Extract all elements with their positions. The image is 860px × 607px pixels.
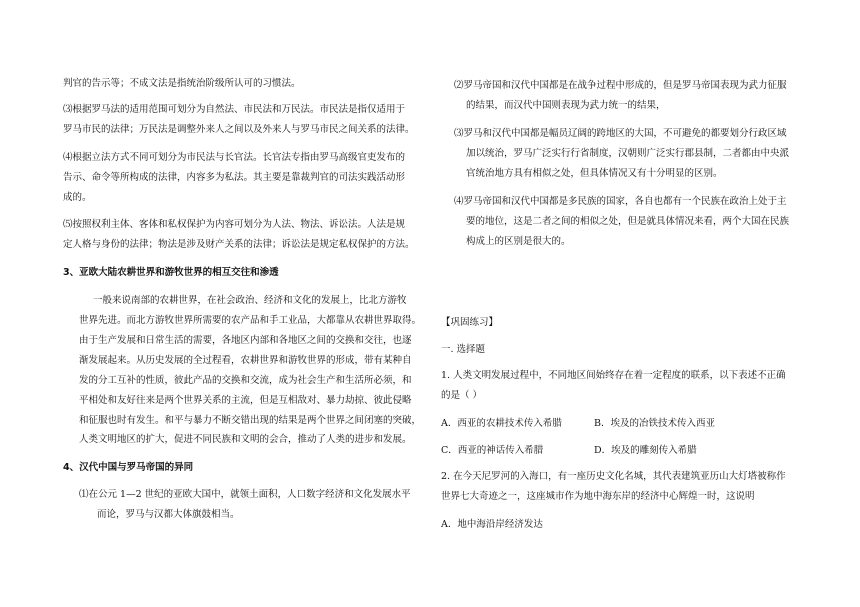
section-heading-4: 4、汉代中国与罗马帝国的异同 xyxy=(63,462,194,473)
para3-line-6: 平相处和友好往来是两个世界关系的主流，但是互相敌对、暴力劫掠、彼此侵略 xyxy=(79,395,412,406)
question-2-line-2: 世界七大奇迹之一，这座城市作为地中海东岸的经济中心辉煌一时，这说明 xyxy=(441,491,755,502)
question-1-option-d: D．埃及的雕刻传入希腊 xyxy=(594,445,697,456)
intro-line: 判官的告示等；不成文法是指统治阶级所认可的习惯法。 xyxy=(63,78,301,89)
question-2-option-a: A．地中海沿岸经济发达 xyxy=(441,519,543,530)
compare-item-4-line-2: 要的地位，这是二者之间的相似之处，但是就具体情况来看，两个大国在民族 xyxy=(466,216,790,227)
compare-item-4-line-3: 构成上的区别是很大的。 xyxy=(466,236,571,247)
para3-line-8: 人类文明地区的扩大，促进不同民族和文明的会合，推动了人类的进步和发展。 xyxy=(79,434,412,445)
question-1-option-a: A．西亚的农耕技术传入希腊 xyxy=(441,418,562,429)
compare-item-4-line-1: ⑷罗马帝国和汉代中国都是多民族的国家，各自也都有一个民族在政治上处于主 xyxy=(454,196,787,207)
para3-line-2: 世界先进。而北方游牧世界所需要的农产品和手工业品，大都靠从农耕世界取得。 xyxy=(79,315,422,326)
compare-item-3-line-1: ⑶罗马和汉代中国都是幅员辽阔的跨地区的大国，不可避免的都要划分行政区域 xyxy=(454,128,787,139)
practice-title: 【巩固练习】 xyxy=(441,317,499,328)
question-1-line-1: 1. 人类文明发展过程中，不同地区间始终存在着一定程度的联系，以下表述不正确 xyxy=(441,370,786,381)
compare-item-3-line-3: 官统治地方具有相似之处，但具体情况又有十分明显的区别。 xyxy=(466,168,723,179)
law-item-4-line-2: 告示、命令等所构成的法律，内容多为私法。其主要是靠裁判官的司法实践活动形 xyxy=(63,172,406,183)
compare-item-1-line-1: ⑴在公元 1—2 世纪的亚欧大国中，就领土面积，人口数字经济和文化发展水平 xyxy=(79,489,411,500)
question-1-line-2: 的是（ ） xyxy=(441,390,483,401)
para3-line-4: 渐发展起来。从历史发展的全过程看，农耕世界和游牧世界的形成，带有某种自 xyxy=(79,355,412,366)
question-1-option-b: B．埃及的冶铁技术传入西亚 xyxy=(594,418,715,429)
para3-line-7: 和征服也时有发生。和平与暴力不断交错出现的结果是两个世界之间闭塞的突破， xyxy=(79,415,422,426)
para3-line-3: 由于生产发展和日常生活的需要，各地区内部和各地区之间的交换和交往，也逐 xyxy=(79,335,412,346)
law-item-3-line-1: ⑶根据罗马法的适用范围可划分为自然法、市民法和万民法。市民法是指仅适用于 xyxy=(63,104,406,115)
law-item-5-line-1: ⑸按照权利主体、客体和私权保护为内容可划分为人法、物法、诉讼法。人法是规 xyxy=(63,219,406,230)
question-2-line-1: 2. 在今天尼罗河的入海口，有一座历史文化名城，其代表建筑亚历山大灯塔被称作 xyxy=(441,471,786,482)
para3-line-1: 一般来说南部的农耕世界，在社会政治、经济和文化的发展上，比北方游牧 xyxy=(93,295,407,306)
compare-item-2-line-2: 的结果，而汉代中国则表现为武力统一的结果， xyxy=(466,100,666,111)
law-item-4-line-3: 成的。 xyxy=(63,192,92,203)
section-title-choice: 一. 选择题 xyxy=(441,344,486,355)
compare-item-2-line-1: ⑵罗马帝国和汉代中国都是在战争过程中形成的，但是罗马帝国表现为武力征服 xyxy=(454,80,787,91)
para3-line-5: 发的分工互补的性质，彼此产品的交换和交流，成为社会生产和生活所必须，和 xyxy=(79,375,412,386)
law-item-3-line-2: 罗马市民的法律；万民法是调整外来人之间以及外来人与罗马市民之间关系的法律。 xyxy=(63,124,415,135)
law-item-5-line-2: 定人格与身份的法律；物法是涉及财产关系的法律；诉讼法是规定私权保护的方法。 xyxy=(63,239,415,250)
compare-item-1-line-2: 而论，罗马与汉都大体旗鼓相当。 xyxy=(97,509,240,520)
law-item-4-line-1: ⑷根据立法方式不同可划分为市民法与长官法。长官法专指由罗马高级官吏发布的 xyxy=(63,152,406,163)
section-heading-3: 3、亚欧大陆农耕世界和游牧世界的相互交往和渗透 xyxy=(63,267,279,278)
compare-item-3-line-2: 加以统治，罗马广泛实行行省制度，汉朝则广泛实行郡县制，二者都由中央派 xyxy=(466,148,790,159)
question-1-option-c: C．西亚的神话传入希腊 xyxy=(441,445,544,456)
